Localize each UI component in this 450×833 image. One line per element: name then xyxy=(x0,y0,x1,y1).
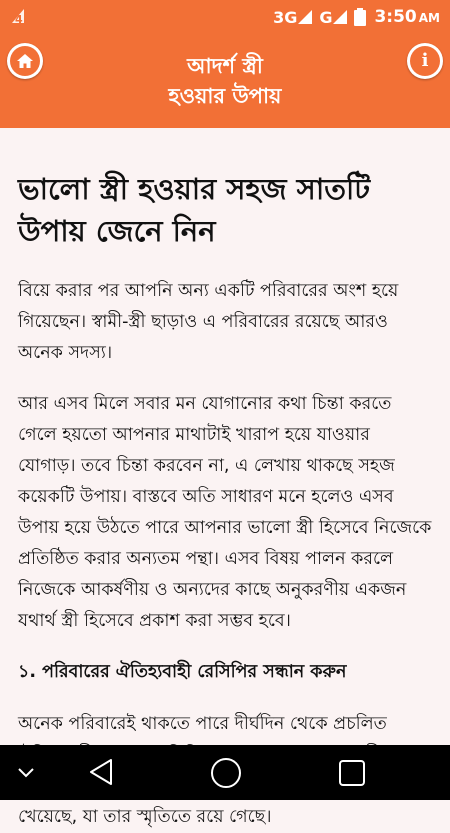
app-header xyxy=(0,34,450,128)
navigation-bar xyxy=(0,745,450,800)
article-subheading: ১. পরিবারের ঐতিহ্যবাহী রেসিপির সন্ধান করুন xyxy=(18,662,347,682)
info-button[interactable] xyxy=(407,43,443,79)
page-title xyxy=(169,51,282,111)
article-paragraph: আর এসব মিলে সবার মন যোগানোর কথা চিন্তা করতে গেলে হয়তো আপনার মাথাটাই খারাপ হয়ে যাওয়ার যোগাড়। তবে চিন্তা করবেন না, এ লেখায় থাকছে সহজ কয়েকটি উপায়। বাস্তবে অতি সাধারণ মনে হলেও এসব উপায় হয়ে উঠতে পারে আপনার ভালো স্ত্রী হিসেবে নিজেকে প্রতিষ্ঠিত করার অন্যতম পন্থা। এসব বিষয় পালন করলে নিজেকে আকর্ষণীয় ও অন্যদের কাছে অনুকরণীয় একজন যথার্থ স্ত্রী হিসেবে প্রকাশ করা সম্ভব হবে। xyxy=(18,394,432,631)
clock-time: 3:50 xyxy=(374,7,417,27)
network-type-label: G xyxy=(319,7,333,27)
nav-recents-icon xyxy=(338,759,366,787)
article-title: ভালো স্ত্রী হওয়ার সহজ সাতটি উপায় জেনে নিন xyxy=(18,172,371,248)
home-button[interactable] xyxy=(7,43,43,79)
status-bar xyxy=(0,0,450,34)
battery-indicator xyxy=(354,8,366,26)
article-paragraph: অনেক পরিবারেই থাকতে পারে দীর্ঘদিন থেকে প্রচলিত খেয়েছে, যা তার স্মৃতিতে রয়ে গেছে। xyxy=(18,714,387,827)
signal-icon xyxy=(332,9,348,25)
nav-home-button[interactable] xyxy=(208,755,244,791)
nav-recents-button[interactable] xyxy=(335,756,369,790)
clock xyxy=(374,7,440,27)
battery-icon xyxy=(354,8,366,26)
nav-collapse-icon xyxy=(17,767,35,779)
info-icon: i xyxy=(421,50,429,71)
notification-icon xyxy=(10,7,26,29)
nav-collapse-button[interactable] xyxy=(12,759,40,787)
network-indicator-2 xyxy=(319,8,348,27)
article-content[interactable] xyxy=(0,128,450,827)
nav-back-icon xyxy=(88,758,114,786)
page-title-line-2: হওয়ার উপায় xyxy=(168,84,282,108)
info-button-inner xyxy=(410,46,440,76)
network-type-label: 3G xyxy=(273,7,298,27)
home-icon xyxy=(16,53,34,69)
page-title-line-1: আদর্শ স্ত্রী xyxy=(187,54,263,78)
nav-home-icon xyxy=(210,757,242,789)
nav-back-button[interactable] xyxy=(84,755,118,789)
clock-ampm: AM xyxy=(418,11,440,25)
svg-text:4: 4 xyxy=(15,13,23,26)
network-indicator-1 xyxy=(273,8,313,27)
article-paragraph: বিয়ে করার পর আপনি অন্য একটি পরিবারের অংশ হয়ে গিয়েছেন। স্বামী-স্ত্রী ছাড়াও এ পরিবারের রয়েছে আরও অনেক সদস্য। xyxy=(18,281,399,363)
signal-icon xyxy=(297,9,313,25)
home-button-inner xyxy=(10,46,40,76)
